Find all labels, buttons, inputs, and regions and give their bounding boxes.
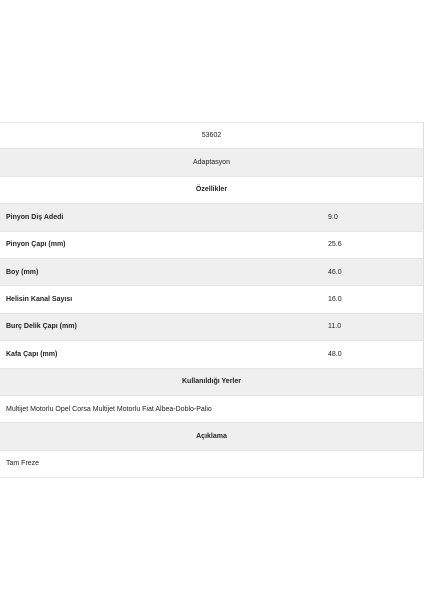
- usage-header-row: [0, 369, 423, 396]
- spec-table: [0, 122, 424, 478]
- adaptation-label: Adaptasyon: [193, 159, 230, 167]
- description-text: Tam Freze: [6, 460, 40, 468]
- spec-value: 48.0: [328, 350, 342, 358]
- spec-label: Boy (mm): [6, 268, 39, 276]
- spec-value: 11.0: [328, 323, 342, 331]
- adaptation-row: [0, 149, 423, 176]
- spec-row-length: [0, 259, 423, 286]
- description-header: Açıklama: [196, 432, 227, 440]
- spec-row-bushing-hole: [0, 314, 423, 341]
- usage-text: Multijet Motorlu Opel Corsa Multijet Motorlu Fiat Albea-Doblo-Palio: [6, 405, 212, 413]
- features-header-row: [0, 177, 423, 204]
- usage-row: [0, 396, 423, 423]
- usage-header: Kullanıldığı Yerler: [181, 378, 241, 386]
- features-header: Özellikler: [195, 186, 228, 194]
- spec-value: 16.0: [328, 296, 342, 304]
- spec-label: Pinyon Çapı (mm): [6, 241, 66, 249]
- spec-row-pinion-teeth: [0, 204, 423, 231]
- spec-row-head-diameter: [0, 341, 423, 368]
- spec-label: Pinyon Diş Adedi: [6, 213, 64, 221]
- product-code: 53602: [201, 132, 222, 140]
- spec-value: 46.0: [328, 268, 342, 276]
- spec-value: 9.0: [328, 213, 338, 221]
- spec-label: Kafa Çapı (mm): [6, 350, 58, 358]
- spec-value: 25.6: [328, 241, 342, 249]
- spec-row-helix-channels: [0, 286, 423, 313]
- description-row: [0, 451, 423, 478]
- spec-label: Helisin Kanal Sayısı: [6, 296, 73, 304]
- product-code-row: [0, 122, 423, 149]
- description-header-row: [0, 423, 423, 450]
- spec-label: Burç Delik Çapı (mm): [6, 323, 77, 331]
- spec-row-pinion-diameter: [0, 232, 423, 259]
